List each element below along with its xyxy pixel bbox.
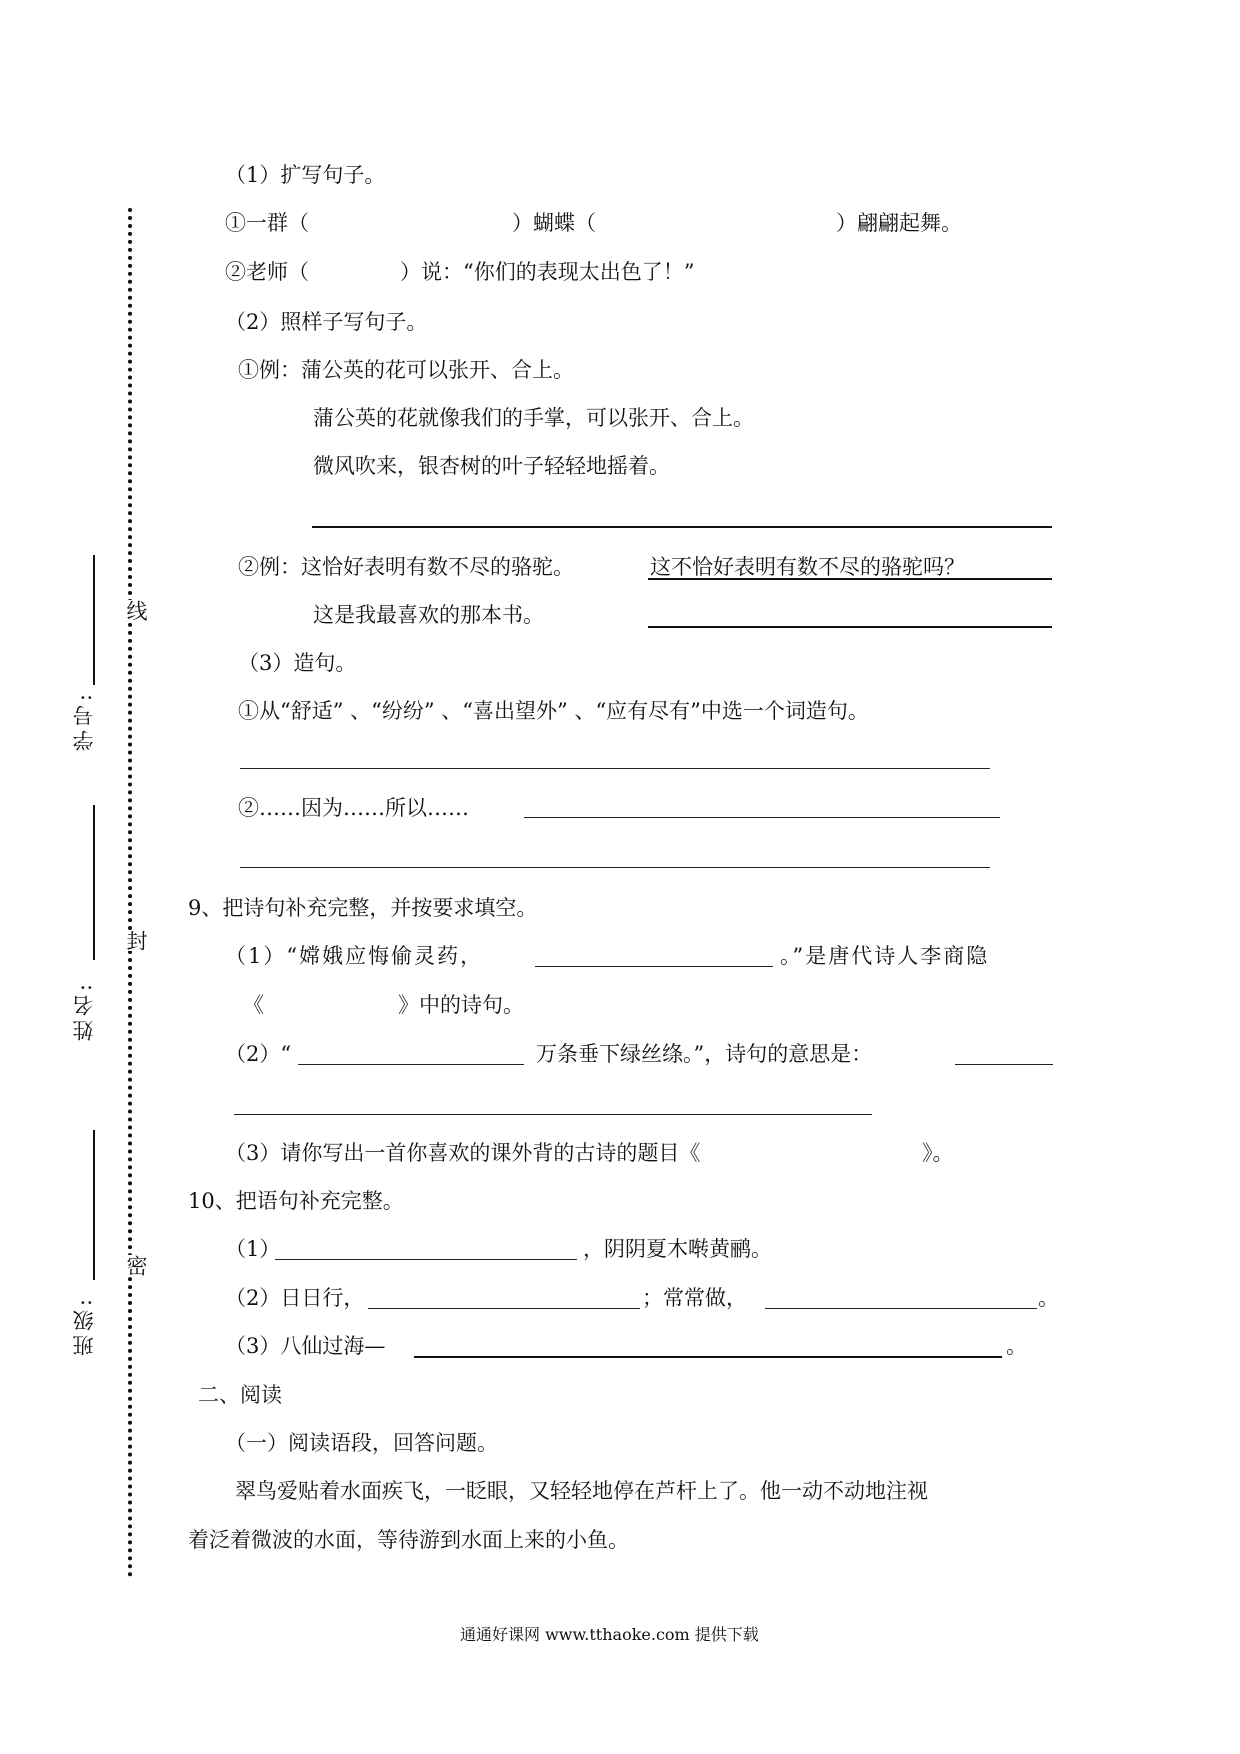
page-footer: 通通好课网 www.tthaoke.com 提供下载	[460, 1625, 759, 1644]
make-sentence-2: ②……因为……所以……	[238, 796, 469, 820]
binding-dotted-line	[128, 208, 132, 1578]
make-sentence-1: ①从“舒适” 、“纷纷” 、“喜出望外” 、“应有尽有”中选一个词造句。	[238, 699, 869, 723]
q10-s1-part-b: ，阴阴夏木啭黄鹂。	[583, 1237, 772, 1261]
example-1-sample: 蒲公英的花就像我们的手掌，可以张开、合上。	[313, 406, 754, 430]
student-no-label: 学号:	[72, 690, 96, 752]
make-sentence-2-line-b[interactable]	[240, 867, 990, 868]
expand-2-part-a: ②老师（	[225, 260, 309, 284]
q9-p1-close-bracket: 》中的诗句。	[398, 993, 524, 1017]
example-1-label: ①例：蒲公英的花可以张开、合上。	[238, 358, 574, 382]
name-label: 姓名:	[72, 980, 96, 1042]
q10-title: 10、把语句补充完整。	[188, 1189, 404, 1213]
make-sentence-2-line-a[interactable]	[524, 817, 1000, 818]
q10-s2-part-b: ；常常做，	[642, 1286, 747, 1310]
q9-p2-meaning-blank-a[interactable]	[955, 1064, 1053, 1065]
expand-1-part-a: ①一群（	[225, 211, 309, 235]
make-sentence-title: （3）造句。	[238, 651, 357, 675]
q10-s2-blank-b[interactable]	[765, 1308, 1037, 1309]
q10-s3-blank[interactable]	[414, 1356, 1002, 1358]
expand-1-part-c: ）翩翩起舞。	[836, 211, 962, 235]
q9-p1-open-bracket: 《	[243, 993, 264, 1017]
q10-s3-part-b: 。	[1006, 1334, 1027, 1358]
q9-p2-part-b: 万条垂下绿丝绦。”，诗句的意思是：	[536, 1042, 873, 1066]
example-2-task-line[interactable]	[648, 626, 1052, 628]
reading-section-title: 二、阅读	[198, 1383, 282, 1407]
q9-p2-meaning-blank-b[interactable]	[234, 1114, 872, 1115]
expand-title: （1）扩写句子。	[225, 163, 386, 187]
example-1-task: 微风吹来，银杏树的叶子轻轻地摇着。	[313, 454, 670, 478]
q9-p2-blank[interactable]	[298, 1064, 524, 1065]
q9-p1-blank[interactable]	[535, 966, 773, 967]
q9-p3-part-a: （3）请你写出一首你喜欢的课外背的古诗的题目《	[225, 1141, 701, 1165]
q9-title: 9、把诗句补充完整，并按要求填空。	[188, 896, 538, 920]
q10-s2-part-c: 。	[1038, 1286, 1059, 1310]
q10-s2-blank-a[interactable]	[368, 1308, 640, 1309]
expand-2-part-b: ）说：“你们的表现太出色了！”	[400, 260, 695, 284]
margin-secret-char: 密	[124, 1255, 148, 1276]
expand-1-part-b: ）蝴蝶（	[512, 211, 596, 235]
example-1-answer-line[interactable]	[312, 526, 1052, 528]
margin-seal-char: 封	[124, 930, 148, 951]
example-2-answer: 这不恰好表明有数不尽的骆驼吗？	[650, 555, 965, 579]
q9-p1-part-a: （1）“嫦娥应悔偷灵药，	[225, 944, 484, 968]
q10-s2-part-a: （2）日日行，	[225, 1286, 365, 1310]
q9-p3-part-b: 》。	[922, 1141, 954, 1165]
example-2-label: ②例：这恰好表明有数不尽的骆驼。	[238, 555, 574, 579]
q10-s1-part-a: （1）	[225, 1237, 281, 1261]
reading-sub-title: （一）阅读语段，回答问题。	[225, 1431, 498, 1455]
reading-paragraph-line-1: 翠鸟爱贴着水面疾飞，一眨眼，又轻轻地停在芦杆上了。他一动不动地注视	[235, 1479, 928, 1503]
example-2-answer-underline	[648, 578, 1052, 580]
class-label: 班级:	[72, 1295, 96, 1357]
q9-p1-part-b: 。”是唐代诗人李商隐	[780, 944, 990, 968]
name-blank	[93, 805, 95, 960]
q9-p2-part-a: （2）“	[225, 1042, 292, 1066]
example-2-task: 这是我最喜欢的那本书。	[313, 603, 544, 627]
class-blank	[93, 1130, 95, 1280]
imitate-title: （2）照样子写句子。	[225, 310, 428, 334]
make-sentence-1-line[interactable]	[240, 768, 990, 769]
reading-paragraph-line-2: 着泛着微波的水面，等待游到水面上来的小鱼。	[188, 1528, 629, 1552]
q10-s3-part-a: （3）八仙过海—	[225, 1334, 386, 1358]
margin-line-char: 线	[124, 600, 148, 621]
student-no-blank	[93, 555, 95, 685]
q10-s1-blank[interactable]	[275, 1259, 577, 1260]
